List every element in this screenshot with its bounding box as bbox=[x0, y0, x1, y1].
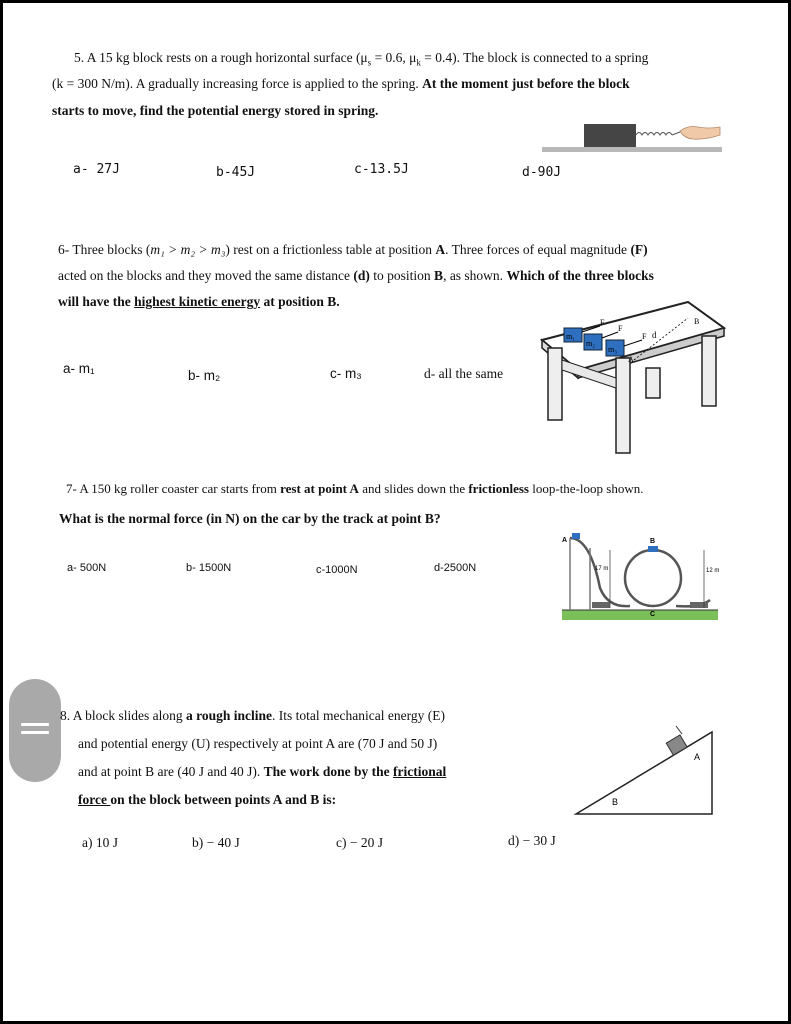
q7-line1: 7- A 150 kg roller coaster car starts from rest at point A and slides down the frictionless loop-the-loop shown. bbox=[66, 481, 644, 496]
q6-fig-m2: m₂ bbox=[586, 339, 596, 348]
q6-option-a[interactable]: a- m₁ bbox=[63, 361, 95, 376]
q5-option-b[interactable]: b-45J bbox=[216, 165, 256, 180]
q5-line3: starts to move, find the potential energy stored in spring. bbox=[52, 103, 379, 118]
q6-fig-F3: F bbox=[642, 332, 647, 341]
q7-line2: What is the normal force (in N) on the car by the track at point B? bbox=[59, 511, 441, 526]
q7-fig-B: B bbox=[650, 538, 656, 545]
side-panel-handle[interactable] bbox=[9, 679, 61, 782]
q6-line1: 6- Three blocks (m₁ > m₂ > m₃) rest on a frictionless table at position A. Three forces of equal magnitude (F) bbox=[58, 242, 648, 257]
q7-loop-figure bbox=[560, 528, 720, 623]
q5-option-c[interactable]: c-13.5J bbox=[354, 162, 409, 177]
q6-fig-B: B bbox=[694, 317, 700, 326]
q6-fig-F1: F bbox=[600, 318, 605, 327]
q8-option-b[interactable]: b) − 40 J bbox=[192, 835, 240, 850]
q8-option-d[interactable]: d) − 30 J bbox=[508, 833, 556, 848]
q5-option-d[interactable]: d-90J bbox=[522, 165, 562, 180]
q6-fig-m3: m₃ bbox=[608, 345, 618, 354]
q6-fig-A: A bbox=[628, 355, 634, 364]
q6-option-b[interactable]: b- m₂ bbox=[188, 368, 221, 383]
q7-fig-A: A bbox=[562, 537, 568, 544]
q7-fig-h2: 12 m bbox=[706, 568, 720, 574]
q7-fig-h1: 17 m bbox=[595, 566, 609, 572]
q6-option-d[interactable]: d- all the same bbox=[424, 366, 504, 381]
q7-option-d[interactable]: d-2500N bbox=[434, 562, 477, 574]
q6-table-figure bbox=[538, 298, 728, 456]
q5-option-a[interactable]: a- 27J bbox=[73, 162, 120, 177]
q8-option-c[interactable]: c) − 20 J bbox=[336, 835, 383, 850]
q8-line2: and potential energy (U) respectively at point A are (70 J and 50 J) bbox=[78, 736, 438, 751]
q8-line3: and at point B are (40 J and 40 J). The work done by the frictional bbox=[78, 764, 447, 779]
q5-line2: (k = 300 N/m). A gradually increasing force is applied to the spring. At the moment just before the block bbox=[52, 76, 630, 91]
q7-fig-C: C bbox=[650, 611, 656, 618]
q7-option-c[interactable]: c-1000N bbox=[316, 564, 358, 576]
q7-option-a[interactable]: a- 500N bbox=[67, 562, 107, 574]
q8-line4: force on the block between points A and B is: bbox=[78, 792, 337, 807]
q5-spring-block-figure bbox=[540, 118, 725, 156]
q8-line1: 8. A block slides along a rough incline. Its total mechanical energy (E) bbox=[60, 708, 445, 723]
q6-line2: acted on the blocks and they moved the same distance (d) to position B, as shown. Which of the three blocks bbox=[58, 268, 654, 283]
q6-fig-m1: m₁ bbox=[566, 332, 576, 341]
q5-line1: 5. A 15 kg block rests on a rough horizontal surface ($\mu_s = 0.6$, $\mu_k = 0.4$). The block is connected to a spring bbox=[74, 50, 649, 68]
q8-incline-figure bbox=[572, 720, 718, 818]
q8-fig-A: A bbox=[694, 752, 701, 762]
q7-option-b[interactable]: b- 1500N bbox=[186, 562, 232, 574]
q8-fig-B: B bbox=[612, 797, 619, 807]
q6-fig-F2: F bbox=[618, 324, 623, 333]
q6-fig-d: d bbox=[652, 330, 657, 340]
q6-line3: will have the highest kinetic energy at position B. bbox=[58, 294, 340, 309]
q8-option-a[interactable]: a) 10 J bbox=[82, 835, 118, 850]
q6-option-c[interactable]: c- m₃ bbox=[330, 366, 362, 381]
